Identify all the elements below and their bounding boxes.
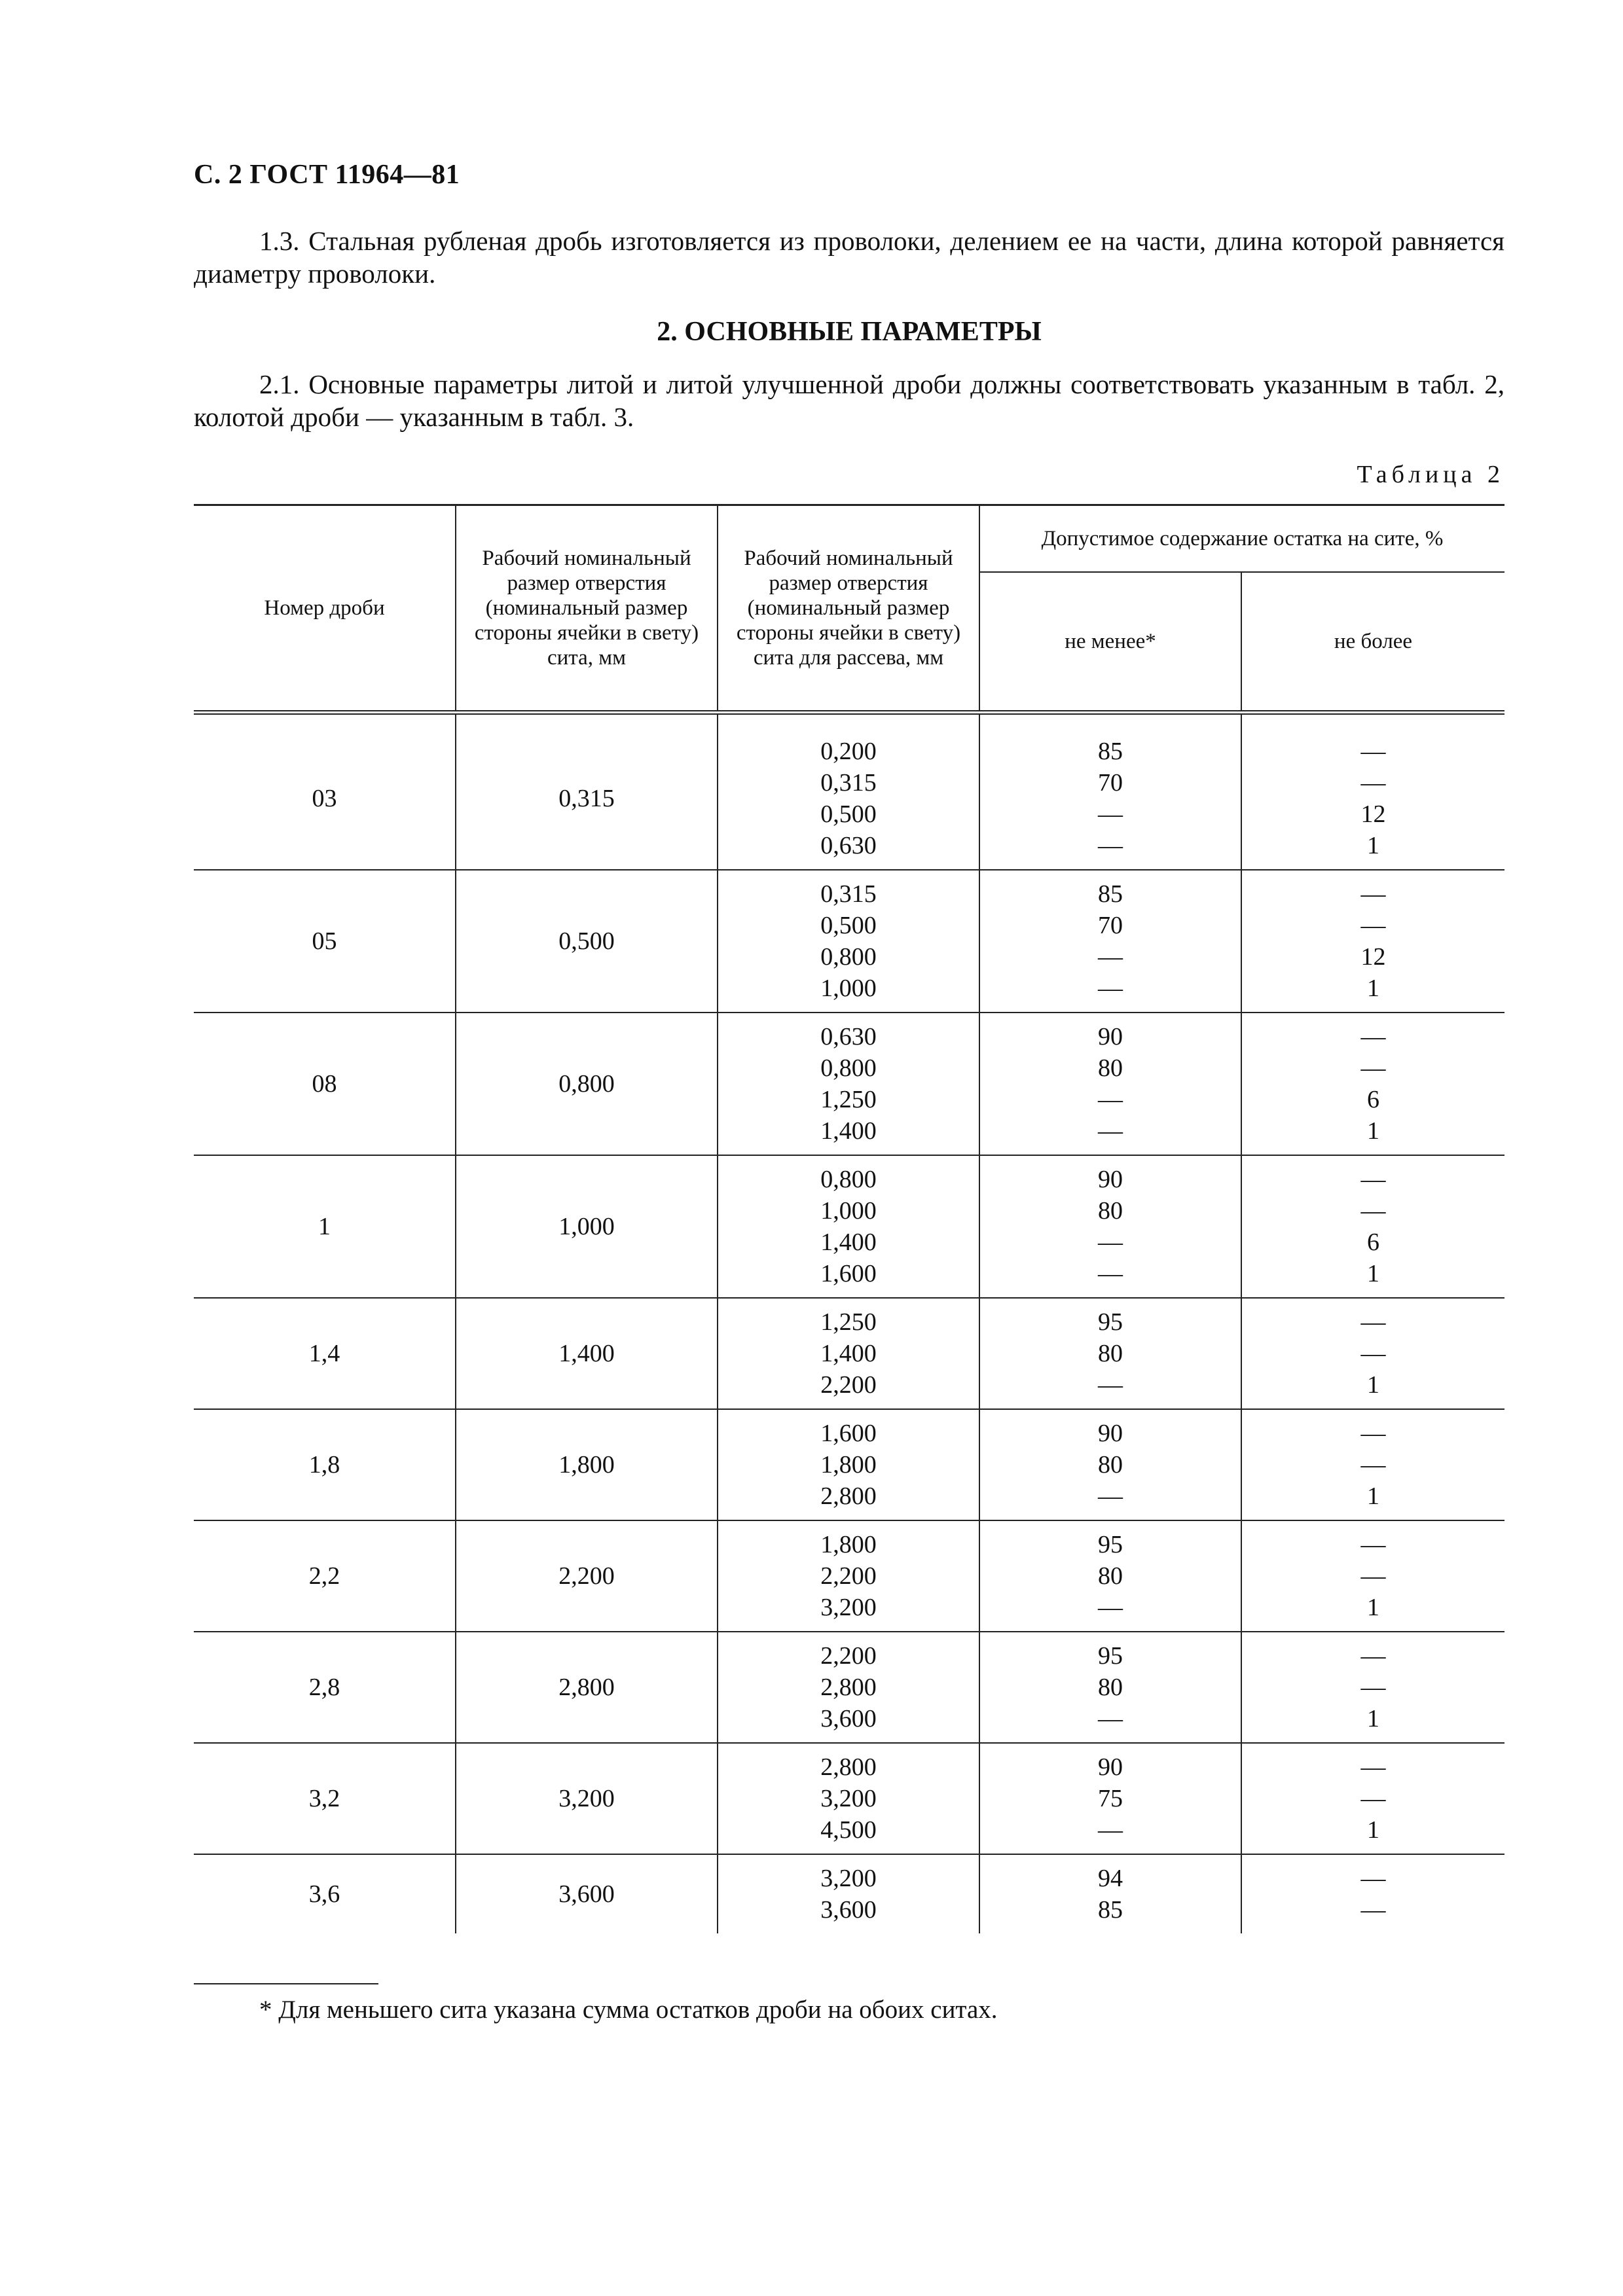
cell-sieves-value: 2,200 [820, 1371, 877, 1399]
cell-min-value: 85 [1098, 738, 1123, 765]
cell-sieves [718, 1520, 979, 1632]
cell-min-value: 85 [1098, 880, 1123, 908]
table-row [194, 1854, 1504, 1933]
footnote-separator [194, 1983, 378, 1984]
cell-min [979, 1155, 1241, 1298]
cell-max-value: 1 [1367, 1260, 1379, 1287]
cell-max-value: — [1360, 1562, 1386, 1590]
cell-sieves [718, 1632, 979, 1743]
cell-sieves-value: 0,315 [820, 880, 877, 908]
cell-max-value: — [1360, 1785, 1386, 1812]
cell-max-value: 1 [1367, 1705, 1379, 1732]
cell-max-value: — [1360, 1531, 1386, 1558]
cell-sieves-value: 2,800 [820, 1674, 877, 1701]
table-header [194, 505, 1504, 713]
table-body [194, 713, 1504, 1934]
cell-min [979, 1520, 1241, 1632]
cell-max-value: 12 [1360, 943, 1386, 971]
cell-max [1241, 713, 1504, 870]
cell-sieves-value: 2,200 [820, 1562, 877, 1590]
cell-min-value: — [1098, 975, 1123, 1002]
cell-min-value: — [1098, 1594, 1123, 1621]
cell-sieves-value: 0,630 [820, 1023, 877, 1050]
cell-max-value: 1 [1367, 1594, 1379, 1621]
cell-nominal-size: 3,600 [456, 1854, 718, 1933]
cell-max-value: 1 [1367, 1482, 1379, 1510]
cell-sieves-value: 1,250 [820, 1086, 877, 1113]
cell-sieves-value: 1,400 [820, 1117, 877, 1145]
cell-sieves-value: 1,400 [820, 1229, 877, 1256]
table-row [194, 1520, 1504, 1632]
cell-min-value: 90 [1098, 1166, 1123, 1193]
table-caption: Таблица 2 [1357, 461, 1504, 488]
cell-nominal-size: 0,315 [456, 713, 718, 870]
cell-sieves-value: 1,000 [820, 1197, 877, 1225]
paragraph-2-1: 2.1. Основные параметры литой и литой улучшенной дроби должны соответствовать указанным в табл. 2, колотой дроби — указанным в табл. 3. [194, 369, 1504, 432]
cell-sieves-value: 2,200 [820, 1642, 877, 1670]
cell-min-value: 95 [1098, 1308, 1123, 1336]
cell-max-value: — [1360, 1865, 1386, 1892]
cell-sieves-value: 2,800 [820, 1482, 877, 1510]
table-row [194, 870, 1504, 1013]
cell-max-value: — [1360, 1642, 1386, 1670]
cell-sieves-value: 4,500 [820, 1816, 877, 1844]
cell-max-value: — [1360, 912, 1386, 939]
cell-nominal-size: 1,400 [456, 1298, 718, 1409]
cell-max-value: 1 [1367, 1371, 1379, 1399]
cell-min-value: 85 [1098, 1896, 1123, 1924]
cell-shot-number: 2,8 [194, 1632, 456, 1743]
cell-sieves-value: 3,600 [820, 1705, 877, 1732]
cell-max [1241, 1298, 1504, 1409]
cell-min-value: 95 [1098, 1531, 1123, 1558]
header-residue: Допустимое содержание остатка на сите, % [979, 505, 1504, 573]
cell-min-value: 95 [1098, 1642, 1123, 1670]
table-row [194, 1409, 1504, 1520]
header-min: не менее* [979, 572, 1241, 713]
cell-sieves [718, 1013, 979, 1155]
cell-max-value: — [1360, 1896, 1386, 1924]
cell-nominal-size: 0,800 [456, 1013, 718, 1155]
section-title: 2. ОСНОВНЫЕ ПАРАМЕТРЫ [657, 317, 1042, 347]
cell-nominal-size: 0,500 [456, 870, 718, 1013]
cell-min-value: 90 [1098, 1753, 1123, 1781]
cell-sieves-value: 0,630 [820, 832, 877, 859]
cell-min [979, 1743, 1241, 1854]
table-row [194, 1743, 1504, 1854]
cell-sieves [718, 713, 979, 870]
cell-sieves [718, 1155, 979, 1298]
cell-max-value: — [1360, 1166, 1386, 1193]
cell-min-value: 80 [1098, 1674, 1123, 1701]
cell-min-value: 70 [1098, 769, 1123, 797]
cell-sieves-value: 0,800 [820, 1166, 877, 1193]
cell-max-value: 1 [1367, 1117, 1379, 1145]
cell-max-value: 6 [1367, 1086, 1379, 1113]
cell-min-value: — [1098, 1482, 1123, 1510]
cell-min-value: — [1098, 1816, 1123, 1844]
cell-max-value: — [1360, 1308, 1386, 1336]
cell-max [1241, 870, 1504, 1013]
cell-nominal-size: 3,200 [456, 1743, 718, 1854]
cell-max-value: 12 [1360, 800, 1386, 828]
cell-max [1241, 1520, 1504, 1632]
page-header: С. 2 ГОСТ 11964—81 [194, 160, 460, 190]
cell-min [979, 1409, 1241, 1520]
cell-max-value: — [1360, 1054, 1386, 1082]
cell-nominal-size: 1,800 [456, 1409, 718, 1520]
cell-min-value: 90 [1098, 1023, 1123, 1050]
cell-min-value: 80 [1098, 1340, 1123, 1367]
cell-max [1241, 1632, 1504, 1743]
cell-sieves-value: 1,600 [820, 1260, 877, 1287]
cell-min-value: — [1098, 1229, 1123, 1256]
cell-min-value: — [1098, 1117, 1123, 1145]
cell-sieves-value: 2,800 [820, 1753, 877, 1781]
cell-sieves-value: 0,200 [820, 738, 877, 765]
header-nominal-size: Рабочий номинальный размер отверстия (номинальный размер стороны ячейки в свету) сита, мм [456, 505, 718, 713]
cell-sieves-value: 3,600 [820, 1896, 877, 1924]
cell-nominal-size: 2,200 [456, 1520, 718, 1632]
cell-sieves-value: 1,400 [820, 1340, 877, 1367]
cell-max [1241, 1013, 1504, 1155]
cell-min-value: 80 [1098, 1054, 1123, 1082]
cell-min [979, 1298, 1241, 1409]
cell-sieves [718, 1743, 979, 1854]
cell-min-value: — [1098, 1086, 1123, 1113]
cell-max-value: — [1360, 880, 1386, 908]
cell-min-value: — [1098, 1705, 1123, 1732]
cell-max [1241, 1155, 1504, 1298]
cell-min-value: — [1098, 832, 1123, 859]
cell-shot-number: 08 [194, 1013, 456, 1155]
cell-min-value: 94 [1098, 1865, 1123, 1892]
cell-min-value: — [1098, 1260, 1123, 1287]
cell-max [1241, 1409, 1504, 1520]
header-sieving-size: Рабочий номинальный размер отверстия (номинальный размер стороны ячейки в свету) сита для рассева, мм [718, 505, 979, 713]
cell-sieves-value: 0,800 [820, 1054, 877, 1082]
cell-sieves-value: 3,200 [820, 1865, 877, 1892]
cell-max-value: — [1360, 738, 1386, 765]
cell-sieves-value: 3,200 [820, 1594, 877, 1621]
cell-max-value: 1 [1367, 975, 1379, 1002]
cell-sieves-value: 0,500 [820, 912, 877, 939]
cell-min-value: — [1098, 800, 1123, 828]
cell-sieves-value: 1,800 [820, 1531, 877, 1558]
cell-sieves-value: 0,315 [820, 769, 877, 797]
cell-max-value: — [1360, 1420, 1386, 1447]
cell-sieves-value: 1,250 [820, 1308, 877, 1336]
cell-min-value: 80 [1098, 1197, 1123, 1225]
cell-max-value: — [1360, 1340, 1386, 1367]
table-row [194, 1155, 1504, 1298]
cell-sieves [718, 1409, 979, 1520]
cell-sieves [718, 1854, 979, 1933]
cell-max [1241, 1854, 1504, 1933]
paragraph-1-3: 1.3. Стальная рубленая дробь изготовляется из проволоки, делением ее на части, длина которой равняется диаметру проволоки. [194, 226, 1504, 289]
cell-max-value: 1 [1367, 1816, 1379, 1844]
cell-shot-number: 3,6 [194, 1854, 456, 1933]
cell-min-value: 75 [1098, 1785, 1123, 1812]
cell-min-value: 70 [1098, 912, 1123, 939]
cell-nominal-size: 2,800 [456, 1632, 718, 1743]
cell-min-value: 80 [1098, 1451, 1123, 1479]
cell-sieves-value: 1,000 [820, 975, 877, 1002]
cell-min [979, 1013, 1241, 1155]
parameters-table [194, 504, 1504, 1933]
cell-max-value: 6 [1367, 1229, 1379, 1256]
header-shot-number: Номер дроби [194, 505, 456, 713]
footnote: * Для меньшего сита указана сумма остатков дроби на обоих ситах. [259, 1996, 998, 2024]
cell-sieves-value: 0,800 [820, 943, 877, 971]
cell-max-value: — [1360, 1197, 1386, 1225]
cell-max-value: — [1360, 769, 1386, 797]
table-row [194, 1298, 1504, 1409]
cell-shot-number: 05 [194, 870, 456, 1013]
cell-shot-number: 1,8 [194, 1409, 456, 1520]
cell-max-value: — [1360, 1023, 1386, 1050]
cell-min-value: — [1098, 943, 1123, 971]
cell-shot-number: 1,4 [194, 1298, 456, 1409]
cell-min-value: 80 [1098, 1562, 1123, 1590]
cell-max-value: — [1360, 1451, 1386, 1479]
cell-shot-number: 3,2 [194, 1743, 456, 1854]
cell-max-value: 1 [1367, 832, 1379, 859]
cell-sieves [718, 870, 979, 1013]
table-row [194, 1013, 1504, 1155]
header-max: не более [1241, 572, 1504, 713]
table-row [194, 1632, 1504, 1743]
cell-min-value: 90 [1098, 1420, 1123, 1447]
cell-shot-number: 2,2 [194, 1520, 456, 1632]
cell-min [979, 870, 1241, 1013]
cell-shot-number: 03 [312, 785, 337, 812]
table-row [194, 713, 1504, 870]
cell-min [979, 1854, 1241, 1933]
cell-max-value: — [1360, 1674, 1386, 1701]
cell-max [1241, 1743, 1504, 1854]
cell-max-value: — [1360, 1753, 1386, 1781]
cell-min [979, 1632, 1241, 1743]
cell-sieves [718, 1298, 979, 1409]
cell-sieves-value: 0,500 [820, 800, 877, 828]
cell-sieves-value: 1,800 [820, 1451, 877, 1479]
cell-sieves-value: 3,200 [820, 1785, 877, 1812]
cell-min [979, 713, 1241, 870]
cell-sieves-value: 1,600 [820, 1420, 877, 1447]
cell-min-value: — [1098, 1371, 1123, 1399]
cell-nominal-size: 1,000 [456, 1155, 718, 1298]
cell-shot-number: 1 [194, 1155, 456, 1298]
